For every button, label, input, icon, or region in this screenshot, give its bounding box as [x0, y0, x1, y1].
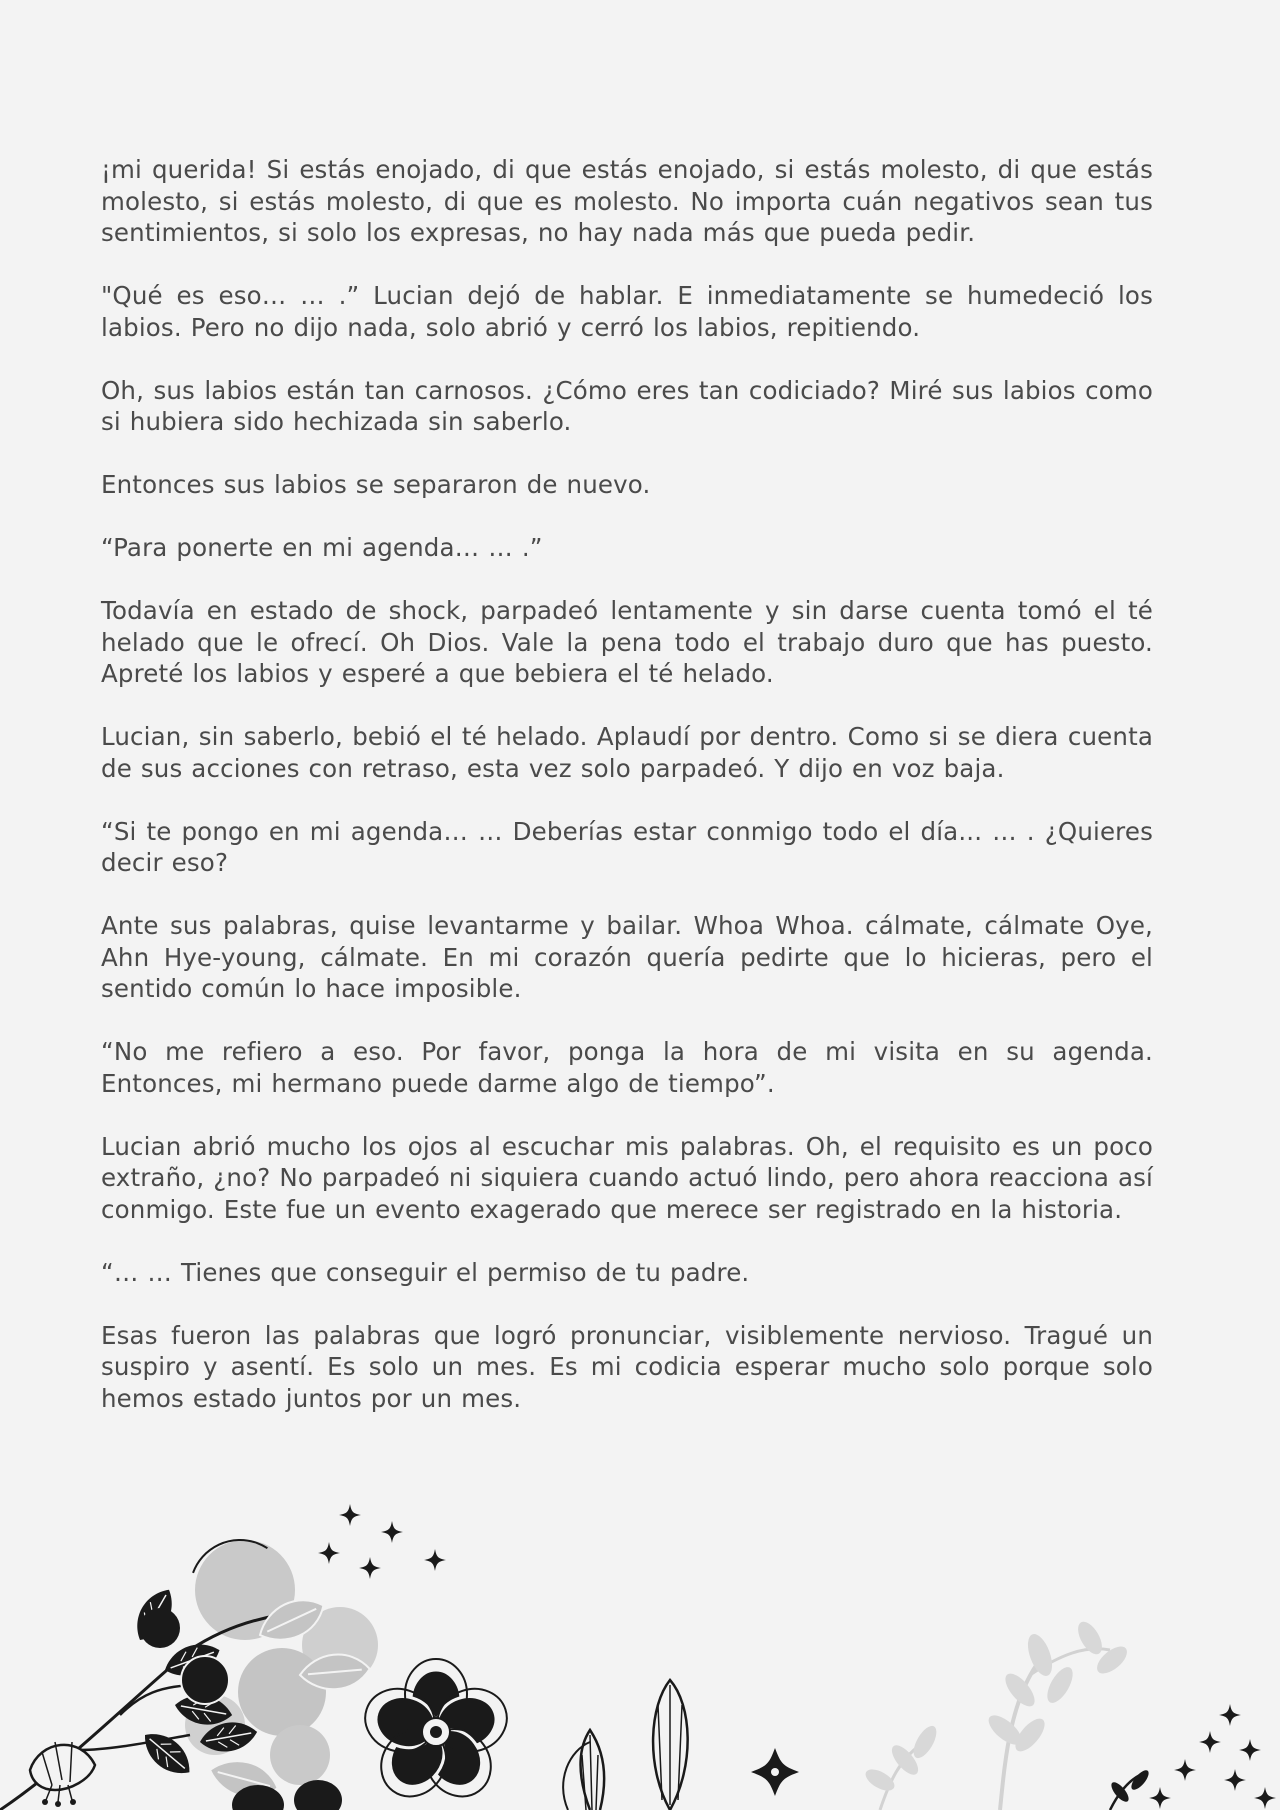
paragraph-7: Lucian, sin saberlo, bebió el té helado. Aplaudí por dentro. Como si se diera cuenta de sus acciones con retraso, esta vez solo parpadeó. Y dijo en voz baja.	[101, 722, 1153, 783]
body-text	[101, 154, 1153, 1446]
paragraph-2: "Qué es eso… … .” Lucian dejó de hablar. E inmediatamente se humedeció los labios. Pero no dijo nada, solo abrió y cerró los labios, repitiendo.	[101, 281, 1153, 342]
paragraph-12: “… … Tienes que conseguir el permiso de tu padre.	[101, 1257, 750, 1287]
paragraph-5: “Para ponerte en mi agenda… … .”	[101, 533, 543, 562]
paragraph-4: Entonces sus labios se separaron de nuevo.	[101, 470, 651, 499]
paragraph-11: Lucian abrió mucho los ojos al escuchar mis palabras. Oh, el requisito es un poco extraño, ¿no? No parpadeó ni siquiera cuando actuó lindo, pero ahora reacciona así conmigo. Este fue un evento exagerado que merece ser registrado en la historia.	[101, 1131, 1153, 1224]
paragraph-8: “Si te pongo en mi agenda… … Deberías estar conmigo todo el día... … . ¿Quieres decir eso?	[101, 816, 1153, 877]
paragraph-1: ¡mi querida! Si estás enojado, di que estás enojado, si estás molesto, di que estás molesto, si estás molesto, di que es molesto. No importa cuán negativos sean tus sentimientos, si solo los expresas, no hay nada más que pueda pedir.	[101, 155, 1153, 247]
dark-sprig	[1108, 1768, 1151, 1810]
seed-pods	[563, 1680, 688, 1810]
floral-border-illustration	[0, 1480, 1280, 1810]
bell-flower	[30, 1742, 95, 1807]
paragraph-3: Oh, sus labios están tan carnosos. ¿Cómo eres tan codiciado? Miré sus labios como si hubiera sido hechizada sin saberlo.	[101, 375, 1153, 436]
five-petal-flower	[357, 1659, 515, 1809]
paragraph-13: Esas fueron las palabras que logró pronunciar, visiblemente nervioso. Tragué un suspiro y asentí. Es solo un mes. Es mi codicia esperar mucho solo porque solo hemos estado juntos por un mes.	[101, 1320, 1153, 1413]
diamond-flower	[751, 1748, 799, 1796]
sparkle-icon	[1149, 1704, 1276, 1809]
paragraph-6: Todavía en estado de shock, parpadeó lentamente y sin darse cuenta tomó el té helado que le ofrecí. Oh Dios. Vale la pena todo el trabajo duro que has puesto. Apreté los labios y esperé a que bebiera el té helado.	[101, 596, 1153, 688]
sparkle-icon	[318, 1504, 446, 1579]
paragraph-10: “No me refiero a eso. Por favor, ponga la hora de mi visita en su agenda. Entonces, mi hermano puede darme algo de tiempo”.	[101, 1037, 1153, 1098]
paragraph-9: Ante sus palabras, quise levantarme y bailar. Whoa Whoa. cálmate, cálmate Oye, Ahn Hye-young, cálmate. En mi corazón quería pedirte que lo hicieras, pero el sentido común lo hace imposible.	[101, 911, 1153, 1003]
grey-branch	[862, 1618, 1131, 1810]
